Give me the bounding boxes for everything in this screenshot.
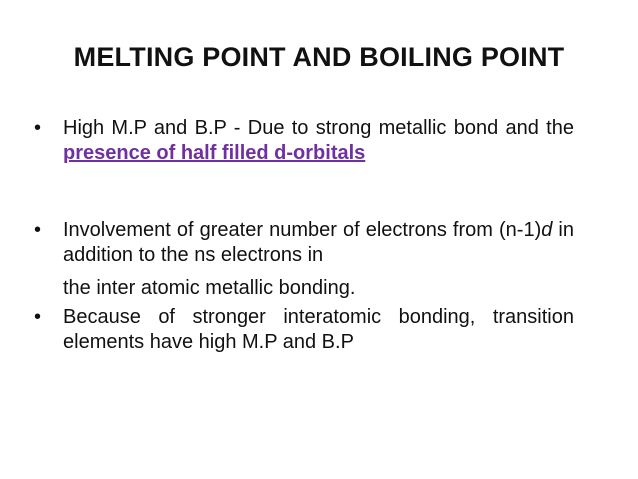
slide-title: MELTING POINT AND BOILING POINT	[73, 42, 565, 72]
bullet-item-interatomic-bonding	[34, 305, 574, 355]
bullet-text-line3: the inter atomic metallic bonding.	[63, 277, 356, 299]
bullet-dot-icon: •	[34, 117, 42, 139]
bullet-item-high-mp-bp	[34, 116, 574, 211]
italic-d: d	[541, 219, 553, 241]
bullet-text: Involvement of greater number of electrons from (n-1)	[63, 219, 542, 241]
bullet-text: Because of stronger interatomic bonding, transition elements have high M.P and B.P	[63, 306, 574, 353]
bullet-list	[34, 116, 574, 355]
bullet-text: High M.P and B.P - Due to strong metallic bond and the	[63, 117, 574, 139]
bullet-item-electron-involvement	[34, 218, 574, 298]
bullet-dot-icon: •	[34, 219, 42, 241]
bullet-dot-icon: •	[34, 306, 42, 328]
bullet-text-cont: in addition to the ns electrons in	[63, 219, 574, 266]
highlighted-phrase: presence of half filled d-orbitals	[63, 142, 366, 164]
